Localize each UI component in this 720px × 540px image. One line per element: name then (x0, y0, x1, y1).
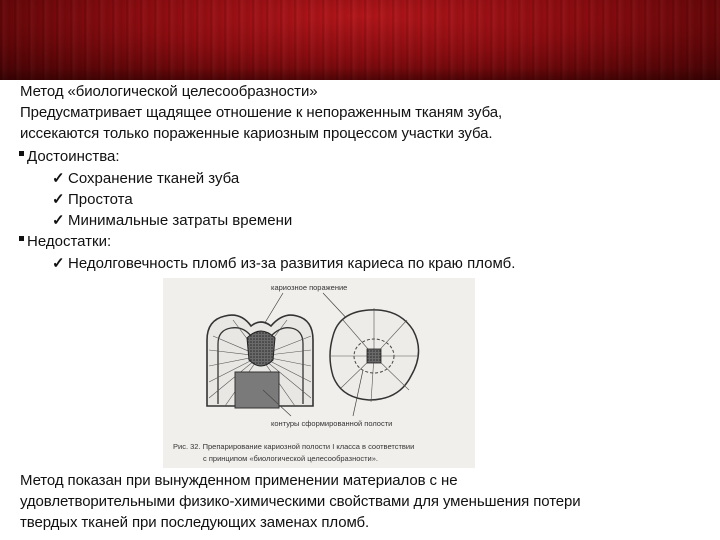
advantage-item-text: Простота (68, 191, 133, 208)
figure-label-top: кариозное поражение (271, 283, 348, 292)
square-bullet-icon (19, 151, 24, 156)
conclusion-text (20, 470, 710, 533)
figure-caption-line-1: Рис. 32. Препарирование кариозной полости I класса в соответствии (173, 442, 415, 451)
disadvantages-heading (19, 232, 111, 252)
advantages-heading-text: Достоинства: (27, 148, 120, 165)
checkmark-icon: ✓ (52, 255, 65, 272)
square-bullet-icon (19, 236, 24, 241)
advantage-item (52, 211, 292, 231)
method-title: Метод «биологической целесообразности» (20, 83, 318, 100)
conclusion-line-2: удовлетворительными физико-химическими свойствами для уменьшения потери (20, 493, 581, 510)
tooth-cross-section (207, 315, 313, 408)
description-line-2: иссекаются только пораженные кариозным процессом участки зуба. (20, 125, 493, 142)
conclusion-line-1: Метод показан при вынужденном применении материалов с не (20, 472, 458, 489)
occlusal-lesion (367, 349, 381, 363)
figure-caption-line-2: с принципом «биологической целесообразности». (203, 454, 379, 463)
checkmark-icon: ✓ (52, 212, 65, 229)
advantage-item-text: Минимальные затраты времени (68, 212, 293, 229)
figure-label-bottom: контуры сформированной полости (271, 419, 393, 428)
checkmark-icon: ✓ (52, 170, 65, 187)
checkmark-icon: ✓ (52, 191, 65, 208)
advantages-heading (19, 147, 120, 167)
advantage-item-text: Сохранение тканей зуба (68, 170, 240, 187)
advantage-item (52, 169, 239, 189)
tooth-diagram (163, 278, 475, 468)
advantage-item (52, 190, 133, 210)
tooth-cavity-figure (163, 278, 475, 468)
pulp-chamber (235, 372, 279, 408)
disadvantage-item (52, 254, 515, 274)
disadvantages-heading-text: Недостатки: (27, 233, 112, 250)
carious-lesion (247, 331, 275, 366)
disadvantage-item-text: Недолговечность пломб из-за развития кариеса по краю пломб. (68, 255, 516, 272)
tooth-occlusal-view (330, 308, 419, 402)
conclusion-line-3: твердых тканей при последующих заменах пломб. (20, 514, 370, 531)
title-banner (0, 0, 720, 80)
description-line-1: Предусматривает щадящее отношение к непораженным тканям зуба, (20, 104, 503, 121)
